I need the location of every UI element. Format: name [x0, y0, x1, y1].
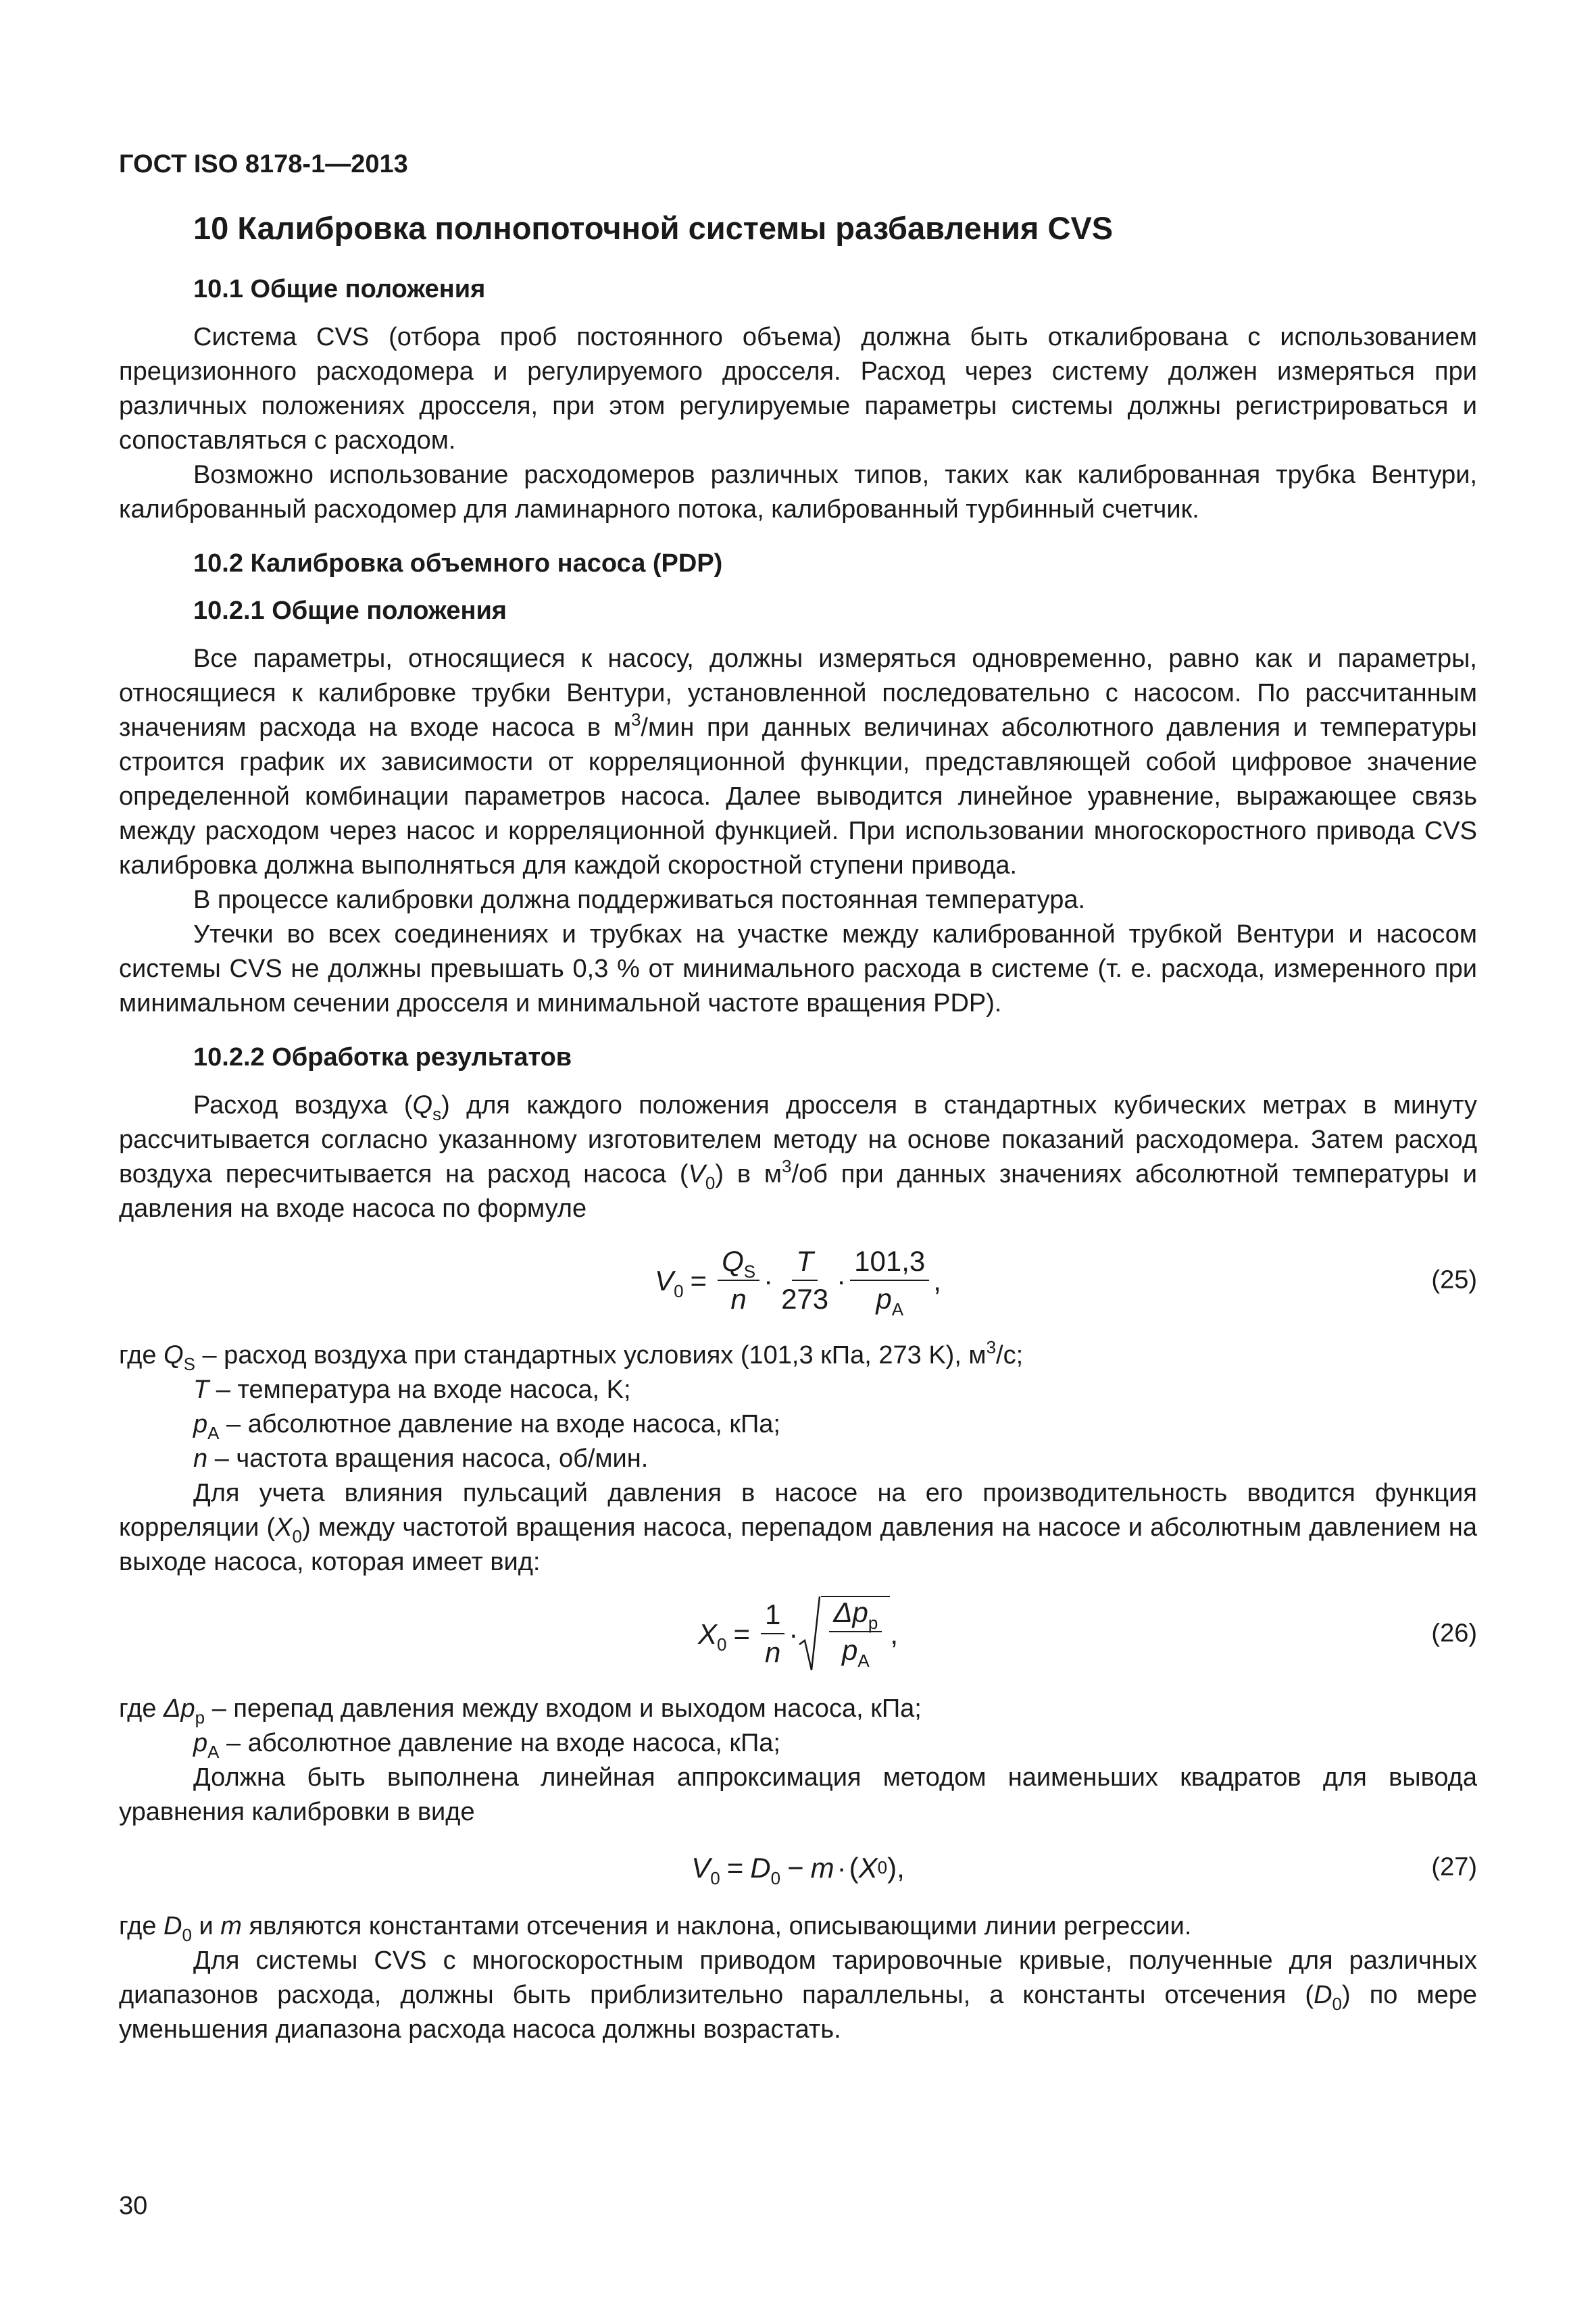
page-number: 30: [119, 2192, 148, 2220]
section-title: 10 Калибровка полнопоточной системы разбавления CVS: [193, 210, 1114, 246]
paragraph: В процессе калибровки должна поддерживаться постоянная температура.: [193, 886, 1086, 914]
fraction: $\frac{Q_S}{n}$: [718, 1246, 759, 1315]
radical-sign-icon: [798, 1596, 821, 1671]
paragraph: Возможно использование расходомеров различных типов, таких как калиброванная трубка Вентури, калиброванный расходомер для ламинарного потока, калиброванный турбинный счетчик.: [119, 461, 1477, 524]
definition-item: где $Q_S$ – расход воздуха при стандартных условиях (101,3 кПа, 273 K), $м^3/с$;: [119, 1337, 1024, 1374]
paragraph: Все параметры, относящиеся к насосу, должны измеряться одновременно, равно как и параметры, относящиеся к калибровке трубки Вентури, установленной последовательно с насосом. По рассчитанным значениям расхода на входе насоса в $м^3$/мин при данных величинах абсолютного давления и температуры строится график их зависимости от корреляционной функции, представляющей собой цифровое значение определенной комбинации параметров насоса. Далее выводится линейное уравнение, выражающее связь между расходом через насос и корреляционной функцией. При использовании многоскоростного привода CVS калибровка должна выполняться для каждой скоростной ступени привода.: [119, 645, 1477, 880]
definition-item: n – частота вращения насоса, об/мин.: [193, 1444, 649, 1473]
subsection-title-10-1: 10.1 Общие положения: [193, 275, 486, 303]
fraction: $\frac{1}{n}$: [761, 1599, 784, 1668]
paragraph: Расход воздуха $(Q_s)$ для каждого положения дросселя в стандартных кубических метрах в минуту рассчитывается согласно указанному изготовителем методу на основе показаний расходомера. Затем расход воздуха пересчитывается на расход насоса $(V_0)$ в $м^3/об$ при данных значениях абсолютной температуры и давления на входе насоса по формуле: [119, 1091, 1477, 1223]
equation-26: $X_0$ = $\frac{1}{n}$ · $\frac{\Delta p_p}{p_A}$ , (26): [697, 1596, 1477, 1671]
definition-item: $p_A$ – абсолютное давление на входе насоса, кПа;: [193, 1729, 780, 1762]
definition-item: T – температура на входе насоса, K;: [193, 1376, 631, 1404]
definition-item: $p_A$ – абсолютное давление на входе насоса, кПа;: [193, 1410, 780, 1443]
fraction: $\frac{T}{273}$: [781, 1245, 829, 1315]
equation-25: $V_0$ = $\frac{Q_S}{n}$ · $\frac{T}{273}$ · $\frac{101,3}{p_A}$ , (25): [655, 1245, 1477, 1319]
definition-item: где $D_0$ и m являются константами отсечения и наклона, описывающими линии регрессии.: [119, 1912, 1192, 1945]
square-root: [798, 1596, 890, 1671]
fraction: $\frac{\Delta p_p}{p_A}$: [829, 1597, 882, 1666]
paragraph: Утечки во всех соединениях и трубках на участке между калиброванной трубкой Вентури и насосом системы CVS не должны превышать 0,3 % от минимального расхода в системе (т. е. расхода, измеренного при минимальном сечении дросселя и минимальной частоте вращения PDP).: [119, 920, 1477, 1017]
paragraph: Система CVS (отбора проб постоянного объема) должна быть откалибрована с использованием прецизионного расходомера и регулируемого дросселя. Расход через систему должен измеряться при различных положениях дросселя, при этом регулируемые параметры системы должны регистрироваться и сопоставляться с расходом.: [119, 323, 1477, 455]
fraction: $\frac{101,3}{p_A}$: [850, 1246, 929, 1315]
paragraph: Должна быть выполнена линейная аппроксимация методом наименьших квадратов для вывода уравнения калибровки в виде: [119, 1763, 1477, 1826]
definition-item: где $\Delta p_p$ – перепад давления между входом и выходом насоса, кПа;: [119, 1694, 922, 1728]
equation-number: (26): [1431, 1619, 1477, 1648]
equation-number: (27): [1431, 1853, 1477, 1882]
subsection-title-10-2: 10.2 Калибровка объемного насоса (PDP): [193, 549, 723, 578]
equation-number: (25): [1431, 1265, 1477, 1294]
subsection-title-10-2-2: 10.2.2 Обработка результатов: [193, 1043, 572, 1072]
paragraph: Для системы CVS с многоскоростным приводом тарировочные кривые, полученные для различных диапазонов расхода, должны быть приблизительно параллельны, а константы отсечения $(D_0)$ по мере уменьшения диапазона расхода насоса должны возрастать.: [119, 1946, 1477, 2044]
subsection-title-10-2-1: 10.2.1 Общие положения: [193, 597, 507, 625]
document-header: ГОСТ ISO 8178-1—2013: [119, 150, 408, 178]
equation-27: $V_0$ = $D_0$ − m · ( X 0 ) , (27): [691, 1851, 1477, 1888]
paragraph: Для учета влияния пульсаций давления в насосе на его производительность вводится функция корреляции $(X_0)$ между частотой вращения насоса, перепадом давления на насосе и абсолютным давлением на выходе насоса, которая имеет вид:: [119, 1479, 1477, 1576]
